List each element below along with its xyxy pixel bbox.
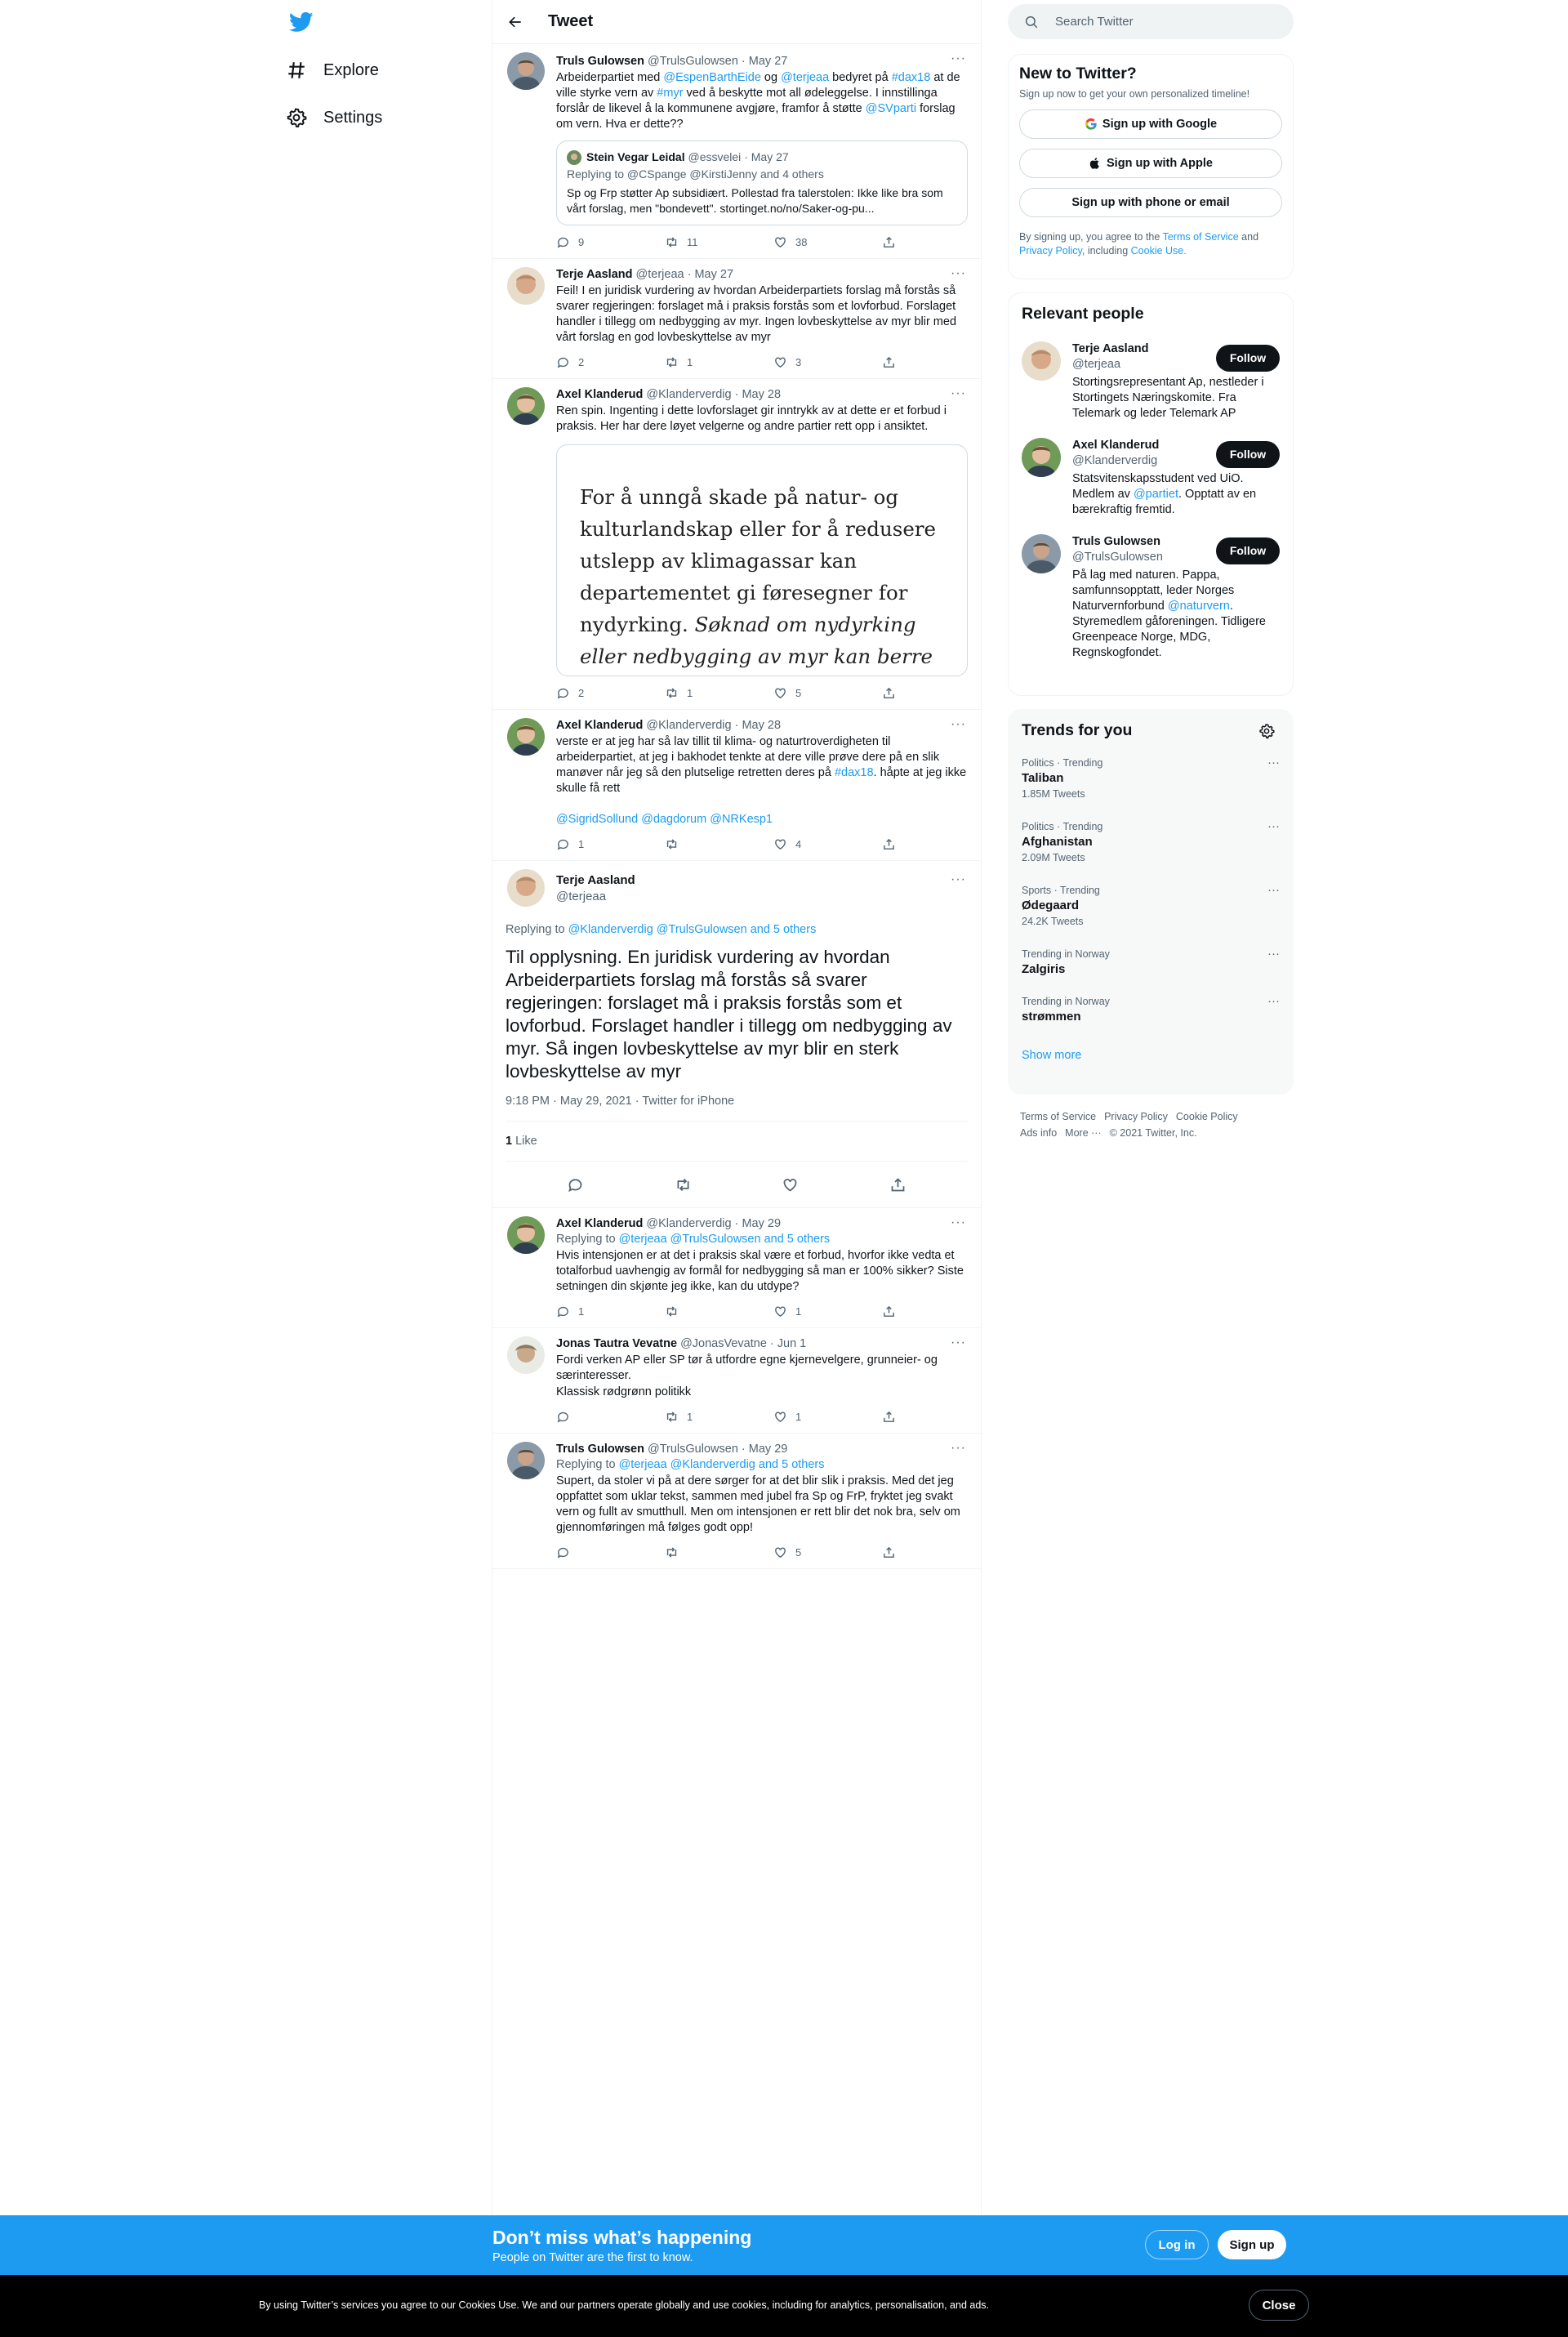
author-name[interactable]: Truls Gulowsen bbox=[556, 1443, 644, 1456]
footer-ads[interactable]: Ads info bbox=[1020, 1127, 1058, 1139]
replying-to: Replying to @CSpange @KirstiJenny and 4 others bbox=[567, 167, 824, 181]
reply-icon bbox=[556, 1305, 570, 1318]
tweet[interactable] bbox=[492, 1434, 981, 1569]
more-icon[interactable]: ··· bbox=[1267, 819, 1280, 833]
trend-item[interactable]: Politics · Trending Afghanistan 2.09M Tweets ··· bbox=[1022, 819, 1280, 863]
retweet-button[interactable] bbox=[665, 1305, 773, 1318]
reply-button[interactable]: 1 bbox=[556, 1304, 665, 1319]
tweet-date[interactable]: · May 29 bbox=[741, 1443, 788, 1456]
tweet-date[interactable]: · May 28 bbox=[734, 388, 782, 401]
cookie-text: By using Twitter’s services you agree to our Cookies Use. We and our partners operate globally and use cookies, including for analytics, personalisation, and ads. bbox=[259, 2299, 990, 2311]
tweet-actions bbox=[556, 685, 968, 701]
share-icon bbox=[882, 686, 896, 700]
more-icon[interactable]: ··· bbox=[951, 717, 966, 731]
tweet-text-line: Klassisk rødgrønn politikk bbox=[556, 1385, 692, 1398]
footer-cookie[interactable]: Cookie Policy bbox=[1175, 1111, 1238, 1122]
share-button[interactable] bbox=[882, 235, 904, 249]
reply-icon bbox=[556, 686, 570, 700]
terms-link[interactable]: Terms of Service bbox=[1162, 231, 1239, 243]
retweet-icon bbox=[665, 1305, 679, 1318]
tweet[interactable] bbox=[492, 379, 981, 710]
author-handle[interactable]: @terjeaa bbox=[635, 268, 684, 281]
retweet-icon bbox=[665, 686, 679, 700]
person-item[interactable] bbox=[1022, 534, 1280, 661]
nav-explore[interactable] bbox=[286, 52, 379, 88]
person-bio: På lag med naturen. Pappa, samfunnsopptatt, leder Norges Naturvernforbund @naturvern. Styremedlem gåforeningen. Tidligere Greenpeace Norge, MDG, Regnskogfondet. bbox=[1072, 569, 1266, 659]
signup-google-button[interactable]: Sign up with Google bbox=[1019, 109, 1282, 139]
reply-icon bbox=[556, 355, 570, 369]
avatar[interactable] bbox=[1022, 534, 1061, 573]
more-icon[interactable]: ··· bbox=[1267, 994, 1280, 1008]
hashtag-link[interactable]: #myr bbox=[657, 87, 684, 100]
like-button[interactable]: 1 bbox=[773, 1304, 882, 1319]
new-to-twitter-card bbox=[1008, 54, 1294, 279]
tweet-actions bbox=[556, 234, 968, 250]
author-handle: @essvelei bbox=[688, 150, 742, 163]
avatar[interactable] bbox=[507, 718, 545, 756]
page-title: Tweet bbox=[548, 12, 594, 30]
share-icon bbox=[882, 355, 896, 369]
avatar[interactable] bbox=[507, 869, 545, 907]
follow-button[interactable]: Follow bbox=[1216, 345, 1280, 372]
heart-icon bbox=[773, 837, 787, 851]
person-bio: Stortingsrepresentant Ap, nestleder i Stortingets Næringskomite. Fra Telemark og leder Telemark AP bbox=[1072, 376, 1264, 420]
author-name[interactable]: Jonas Tautra Vevatne bbox=[556, 1337, 678, 1350]
show-more-link[interactable]: Show more bbox=[1022, 1049, 1082, 1062]
tweet-date[interactable]: · May 29 bbox=[734, 1217, 782, 1230]
more-icon[interactable]: ··· bbox=[1267, 883, 1280, 897]
share-button[interactable] bbox=[882, 1410, 904, 1424]
more-icon[interactable]: ··· bbox=[951, 1441, 966, 1455]
hashtag-link[interactable]: #dax18 bbox=[834, 766, 874, 779]
image-text: For å unngå skade på natur- og kulturlandskap eller for å redusere utslepp av klimagassar kan departementet gi føresegner for nydyrking. bbox=[580, 485, 937, 636]
signup-banner bbox=[0, 2215, 1568, 2275]
share-icon bbox=[882, 1305, 896, 1318]
author-name[interactable]: Terje Aasland bbox=[556, 873, 635, 887]
trend-item[interactable]: Trending in Norway Zalgiris ··· bbox=[1022, 947, 1280, 976]
author-handle[interactable]: @TrulsGulowsen bbox=[648, 1443, 738, 1456]
person-item[interactable] bbox=[1022, 341, 1280, 421]
card-title: Relevant people bbox=[1022, 305, 1144, 323]
tweet-date: · May 27 bbox=[744, 150, 789, 163]
more-icon[interactable]: ··· bbox=[951, 386, 966, 400]
heart-icon bbox=[773, 686, 787, 700]
nav-explore-label: Explore bbox=[323, 60, 379, 79]
more-icon[interactable]: ··· bbox=[951, 1336, 966, 1349]
google-icon bbox=[1085, 118, 1098, 131]
tweet-meta[interactable]: 9:18 PM · May 29, 2021 · Twitter for iPhone bbox=[506, 1095, 968, 1122]
signup-apple-button[interactable]: Sign up with Apple bbox=[1019, 149, 1282, 178]
reply-button[interactable]: 9 bbox=[556, 234, 665, 250]
avatar[interactable] bbox=[507, 1442, 545, 1479]
person-item[interactable] bbox=[1022, 438, 1280, 518]
retweet-button[interactable]: 11 bbox=[665, 234, 773, 250]
share-button[interactable] bbox=[882, 355, 904, 369]
tweet-actions bbox=[556, 1544, 968, 1560]
tweet-date[interactable]: · May 28 bbox=[734, 719, 782, 732]
trends-card bbox=[1008, 709, 1294, 1095]
signup-phone-button[interactable]: Sign up with phone or email bbox=[1019, 188, 1282, 217]
more-icon[interactable]: ··· bbox=[951, 872, 966, 886]
heart-icon[interactable] bbox=[782, 1176, 799, 1193]
retweet-button[interactable] bbox=[665, 837, 773, 851]
retweet-button[interactable]: 1 bbox=[665, 355, 773, 370]
footer-privacy[interactable]: Privacy Policy bbox=[1104, 1111, 1168, 1122]
share-icon bbox=[882, 1410, 896, 1424]
mentions[interactable]: @SigridSollund @dagdorum @NRKesp1 bbox=[556, 813, 773, 826]
search-placeholder: Search Twitter bbox=[1055, 15, 1134, 29]
retweet-icon bbox=[665, 837, 679, 851]
replying-to: Replying to @Klanderverdig @TrulsGulowsen and 5 others bbox=[506, 923, 817, 936]
nav-settings-label: Settings bbox=[323, 108, 383, 127]
retweet-icon bbox=[665, 1545, 679, 1559]
retweet-icon bbox=[665, 355, 679, 369]
more-icon[interactable]: ··· bbox=[1267, 756, 1280, 769]
avatar[interactable] bbox=[1022, 438, 1061, 477]
more-icon[interactable]: ··· bbox=[1267, 947, 1280, 961]
follow-button[interactable]: Follow bbox=[1216, 537, 1280, 564]
relevant-people-card bbox=[1008, 292, 1294, 696]
mention-link[interactable]: @terjeaa bbox=[781, 71, 830, 84]
tweet-text: Fordi verken AP eller SP tør å utfordre egne kjernevelgere, grunneier- og særinteresser. bbox=[556, 1354, 938, 1382]
tweet-date[interactable]: · May 27 bbox=[741, 55, 788, 68]
like-button[interactable]: 3 bbox=[773, 355, 882, 370]
footer-copyright: © 2021 Twitter, Inc. bbox=[1109, 1127, 1197, 1139]
tweet-actions bbox=[556, 836, 968, 852]
reply-button[interactable]: 2 bbox=[556, 685, 665, 701]
reply-icon bbox=[556, 837, 570, 851]
author-handle[interactable]: @TrulsGulowsen bbox=[648, 55, 738, 68]
reply-button[interactable] bbox=[556, 1410, 665, 1424]
retweet-icon bbox=[665, 1410, 679, 1424]
gear-icon[interactable] bbox=[1258, 723, 1275, 739]
tweet-actions bbox=[556, 1303, 968, 1319]
tweet-actions bbox=[556, 354, 968, 370]
retweet-button[interactable] bbox=[665, 1545, 773, 1559]
reply-button[interactable]: 2 bbox=[556, 355, 665, 370]
search-icon bbox=[1024, 15, 1039, 29]
avatar[interactable] bbox=[507, 387, 545, 425]
person-bio: Statsvitenskapsstudent ved UiO. Medlem av @partiet. Opptatt av en bærekraftig fremtid. bbox=[1072, 472, 1257, 516]
trend-item[interactable]: Sports · Trending Ødegaard 24.2K Tweets ··· bbox=[1022, 883, 1280, 927]
tweet-date[interactable]: · Jun 1 bbox=[769, 1337, 807, 1350]
share-button[interactable] bbox=[882, 1305, 904, 1318]
avatar[interactable] bbox=[507, 52, 545, 90]
avatar bbox=[567, 150, 581, 165]
card-title: Trends for you bbox=[1022, 721, 1133, 739]
bio-link[interactable]: @partiet bbox=[1133, 488, 1178, 501]
focal-tweet-text: Til opplysning. En juridisk vurdering av hvordan Arbeiderpartiets forslag må forstås så svarer regjeringen: forslaget må i praksis forstås som et lovforbud. Forslaget handler i tillegg om nedbygging av myr. Så ingen lovbeskyttelse av myr blir en sterk lovbeskyttelse av myr bbox=[506, 947, 952, 1082]
author-handle[interactable]: @Klanderverdig bbox=[646, 388, 732, 401]
reply-icon bbox=[556, 235, 570, 249]
bio-link[interactable]: @naturvern bbox=[1167, 600, 1230, 613]
header bbox=[492, 0, 981, 44]
person-handle[interactable]: @Klanderverdig bbox=[1072, 454, 1158, 467]
focal-tweet bbox=[492, 861, 981, 1208]
quoted-text: Sp og Frp støtter Ap subsidiært. Pollestad fra talerstolen: Ikke like bra som vårt forslag, men "bondevett". stortinget.no/no/Saker-og-pu... bbox=[567, 186, 943, 215]
reply-button[interactable]: 1 bbox=[556, 836, 665, 852]
heart-icon bbox=[773, 1545, 787, 1559]
replying-to: Replying to @terjeaa @TrulsGulowsen and 5 others bbox=[556, 1233, 831, 1246]
like-button[interactable]: 5 bbox=[773, 1545, 882, 1560]
tweet-text: Arbeiderpartiet med @EspenBarthEide og @terjeaa bedyret på #dax18 at de ville styrke vern av #myr ved å beskytte mot all ødeleggelse. I innstillinga forslår de likevel å la kommunene avgjøre, framfor å støtte @SVparti forslag om vern. Hva er dette?? bbox=[556, 71, 960, 131]
hashtag-icon bbox=[286, 60, 307, 81]
retweet-icon[interactable] bbox=[675, 1176, 692, 1193]
person-name[interactable]: Terje Aasland bbox=[1072, 342, 1149, 355]
tweet[interactable] bbox=[492, 1328, 981, 1434]
heart-icon bbox=[773, 1305, 787, 1318]
tweet-image[interactable] bbox=[556, 444, 968, 676]
footer-links bbox=[1020, 1108, 1290, 1141]
reply-icon[interactable] bbox=[567, 1176, 584, 1193]
privacy-link[interactable]: Privacy Policy bbox=[1019, 245, 1082, 256]
author-name: Stein Vegar Leidal bbox=[586, 150, 685, 163]
card-title: New to Twitter? bbox=[1019, 65, 1137, 83]
tweet[interactable] bbox=[492, 259, 981, 379]
replying-to-link[interactable]: @terjeaa @Klanderverdig and 5 others bbox=[618, 1458, 825, 1471]
footer-more[interactable]: More ··· bbox=[1065, 1127, 1102, 1139]
apple-icon bbox=[1089, 157, 1102, 170]
tweet[interactable] bbox=[492, 1208, 981, 1328]
like-count[interactable]: 1 Like bbox=[506, 1122, 968, 1162]
follow-button[interactable]: Follow bbox=[1216, 441, 1280, 468]
more-icon[interactable]: ··· bbox=[951, 266, 966, 280]
legal-text: By signing up, you agree to the Terms of Service and Privacy Policy, including Cookie Use. bbox=[1019, 231, 1259, 256]
author-handle[interactable]: @terjeaa bbox=[556, 890, 607, 903]
reply-icon bbox=[556, 1410, 570, 1424]
retweet-button[interactable]: 1 bbox=[665, 685, 773, 701]
image-text-italic: Søknad om nydyrking eller nedbygging av myr kan berre bbox=[580, 613, 933, 668]
author-handle[interactable]: @JonasVevatne bbox=[680, 1337, 767, 1350]
replying-to-link[interactable]: @Klanderverdig @TrulsGulowsen and 5 others bbox=[568, 923, 817, 936]
nav-settings[interactable] bbox=[286, 100, 382, 136]
share-icon[interactable] bbox=[889, 1176, 906, 1193]
cookie-bar bbox=[0, 2275, 1568, 2337]
footer-terms[interactable]: Terms of Service bbox=[1020, 1111, 1097, 1122]
tweet-date[interactable]: · May 27 bbox=[687, 268, 734, 281]
main-column bbox=[492, 0, 982, 2215]
heart-icon bbox=[773, 1410, 787, 1424]
person-handle[interactable]: @TrulsGulowsen bbox=[1072, 551, 1163, 564]
twitter-logo-icon[interactable] bbox=[287, 10, 315, 34]
author-name[interactable]: Terje Aasland bbox=[556, 268, 633, 281]
like-button[interactable]: 5 bbox=[773, 685, 882, 701]
tweet-text: Supert, da stoler vi på at dere sørger for at det blir slik i praksis. Med det jeg oppfattet som uklar tekst, sammen med jubel fra Sp og FrP, fryktet jeg svakt vern og fullt av smutthull. Men om intensjonen er rett blir det nok bra, selv om gjennomføringen må følges godt opp! bbox=[556, 1474, 960, 1534]
avatar[interactable] bbox=[507, 1336, 545, 1374]
tweet-text: Hvis intensjonen er at det i praksis skal være et forbud, hvorfor ikke vedta et totalforbud uavhengig av formål for nedbygging så man er 100% sikker? Siste setningen din skjønte jeg ikke, kan du utdype? bbox=[556, 1249, 964, 1293]
replying-to: Replying to @terjeaa @Klanderverdig and 5 others bbox=[556, 1458, 825, 1471]
person-handle[interactable]: @terjeaa bbox=[1072, 358, 1121, 371]
share-button[interactable] bbox=[882, 686, 904, 700]
share-icon bbox=[882, 235, 896, 249]
more-icon[interactable]: ··· bbox=[951, 1215, 966, 1229]
person-name[interactable]: Truls Gulowsen bbox=[1072, 535, 1160, 548]
reply-icon bbox=[556, 1545, 570, 1559]
back-arrow-icon[interactable] bbox=[507, 14, 523, 30]
quoted-tweet[interactable] bbox=[556, 140, 968, 225]
avatar[interactable] bbox=[1022, 341, 1061, 381]
search-input[interactable] bbox=[1008, 4, 1294, 39]
tweet-text: Ren spin. Ingenting i dette lovforslaget gir inntrykk av at dette er et forbud i praksis. Her har dere løyet velgerne og andre partier rett opp i ansiktet. bbox=[556, 404, 947, 433]
tweet[interactable] bbox=[492, 44, 981, 259]
more-icon[interactable]: ··· bbox=[951, 51, 966, 65]
tweet-actions bbox=[556, 1408, 968, 1425]
heart-icon bbox=[773, 355, 787, 369]
share-icon bbox=[882, 837, 896, 851]
tweet-actions bbox=[506, 1162, 968, 1207]
author-name[interactable]: Truls Gulowsen bbox=[556, 55, 644, 68]
reply-button[interactable] bbox=[556, 1545, 665, 1559]
banner-subtitle: People on Twitter are the first to know. bbox=[492, 2251, 693, 2264]
avatar[interactable] bbox=[507, 267, 545, 305]
close-button[interactable]: Close bbox=[1249, 2290, 1309, 2321]
share-button[interactable] bbox=[882, 1545, 904, 1559]
like-button[interactable]: 4 bbox=[773, 836, 882, 852]
retweet-icon bbox=[665, 235, 679, 249]
person-name[interactable]: Axel Klanderud bbox=[1072, 439, 1160, 452]
retweet-button[interactable]: 1 bbox=[665, 1409, 773, 1425]
login-button[interactable]: Log in bbox=[1145, 2230, 1209, 2259]
mention-link[interactable]: @EspenBarthEide bbox=[663, 71, 761, 84]
hashtag-link[interactable]: #dax18 bbox=[891, 71, 931, 84]
tweet-text: verste er at jeg har så lav tillit til klima- og naturtroverdigheten til arbeiderpartiet, at jeg i bakhodet tenkte at dere ville prøve dere på en slik manøver når jeg så den plutselige retretten deres på #dax18. håpte at jeg ikke skulle få rett bbox=[556, 735, 967, 795]
avatar[interactable] bbox=[507, 1216, 545, 1254]
heart-icon bbox=[773, 235, 787, 249]
cookie-link[interactable]: Cookie Use. bbox=[1130, 245, 1187, 256]
gear-icon bbox=[286, 107, 307, 128]
author-name[interactable]: Axel Klanderud bbox=[556, 719, 644, 732]
banner-title: Don’t miss what’s happening bbox=[492, 2227, 752, 2248]
share-icon bbox=[882, 1545, 896, 1559]
card-subtitle: Sign up now to get your own personalized timeline! bbox=[1019, 88, 1250, 100]
trend-item[interactable]: Trending in Norway strømmen ··· bbox=[1022, 994, 1280, 1024]
signup-button[interactable]: Sign up bbox=[1218, 2230, 1286, 2259]
tweet-text: Feil! I en juridisk vurdering av hvordan Arbeiderpartiets forslag må forstås så svarer regjeringen: forslaget må i praksis forstås som et lovforbud. Forslaget handler i tillegg om nedbygging av myr. Ingen lovbeskyttelse av myr blir med vårt forslag en god lovbeskyttelse av myr bbox=[556, 284, 957, 344]
tweet[interactable] bbox=[492, 710, 981, 861]
trend-item[interactable]: Politics · Trending Taliban 1.85M Tweets ··· bbox=[1022, 756, 1280, 800]
share-button[interactable] bbox=[882, 837, 904, 851]
author-handle[interactable]: @Klanderverdig bbox=[646, 719, 732, 732]
author-handle[interactable]: @Klanderverdig bbox=[646, 1217, 732, 1230]
author-name[interactable]: Axel Klanderud bbox=[556, 388, 644, 401]
mention-link[interactable]: @SVparti bbox=[865, 102, 917, 115]
replying-to-link[interactable]: @terjeaa @TrulsGulowsen and 5 others bbox=[618, 1233, 831, 1246]
like-button[interactable]: 38 bbox=[773, 234, 882, 250]
like-button[interactable]: 1 bbox=[773, 1409, 882, 1425]
author-name[interactable]: Axel Klanderud bbox=[556, 1217, 644, 1230]
